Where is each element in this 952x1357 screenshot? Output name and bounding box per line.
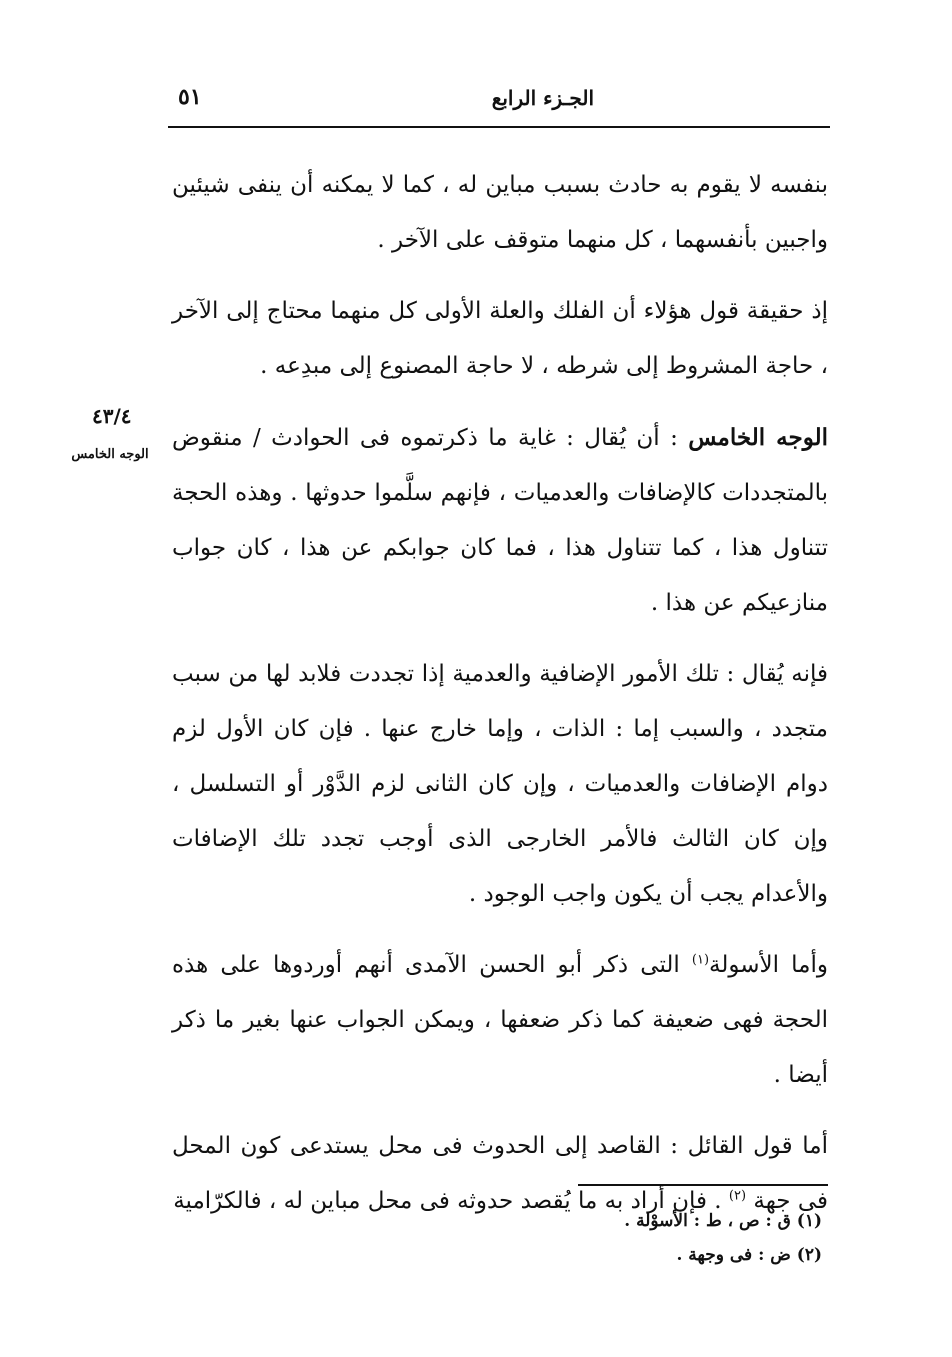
paragraph-6-start: أما قول القائل : القاصد إلى الحدوث فى محل يستدعى كون المحل فى جهة (172, 1133, 828, 1214)
paragraph-6-end: . فإن أراد به ما يُقصد حدوثه فى محل مباين له ، فالكرّامية (173, 1188, 729, 1214)
footnote-1: (١) ق : ص ، ط : الأسوْلة . (624, 1211, 822, 1231)
page-number: ٥١ (178, 84, 202, 110)
paragraph-5-start: وأما الأسولة (709, 952, 828, 978)
margin-note: الوجه الخامس (71, 447, 149, 462)
footnote-marker-1: (١) (691, 952, 710, 968)
page-header (168, 82, 830, 128)
paragraph-5-end: التى ذكر أبو الحسن الآمدى أنهم أوردوها على هذه الحجة فهى ضعيفة كما ذكر ضعفها ، ويمكن الجواب عنها بغير ما ذكر أيضا . (172, 952, 828, 1088)
footnotes (422, 1204, 822, 1272)
footnote-marker-2: (٢) (728, 1188, 747, 1204)
paragraph-2: إذ حقيقة قول هؤلاء أن الفلك والعلة الأولى كل منهما محتاج إلى الآخر ، حاجة المشروط إلى شرطه ، لا حاجة المصنوع إلى مبدِعه . (172, 298, 828, 379)
paragraph-3 (172, 410, 828, 631)
paragraph-1: بنفسه لا يقوم به حادث بسبب مباين له ، كما لا يمكنه أن ينفى شيئين واجبين بأنفسهما ، كل منهما متوقف على الآخر . (172, 172, 828, 253)
section-heading: الوجه الخامس (688, 424, 828, 451)
main-text (172, 158, 828, 1245)
paragraph-3-text: : أن يُقال : غاية ما ذكرتموه فى الحوادث / منقوض بالمتجددات كالإضافات والعدميات ، فإنهم سلَّموا حدوثها . وهذه الحجة تتناول هذا ، كما تتناول هذا ، فما كان جوابكم عن هذا ، كان جواب منازعيكم عن هذا . (172, 425, 828, 616)
margin-reference: ٤٣/٤ (92, 404, 132, 428)
paragraph-5 (172, 938, 828, 1103)
running-title: الجـزء الرابع (491, 86, 594, 110)
footnote-divider (578, 1184, 828, 1186)
footnote-2: (٢) ض : فى وجهة . (676, 1245, 822, 1265)
paragraph-4: فإنه يُقال : تلك الأمور الإضافية والعدمية إذا تجددت فلابد لها من سبب متجدد ، والسبب إما : الذات ، وإما خارج عنها . فإن كان الأول لزم دوام الإضافات والعدميات ، وإن كان الثانى لزم الدَّوْر أو التسلسل ، وإن كان الثالث فالأمر الخارجى الذى أوجب تجدد تلك الإضافات والأعدام يجب أن يكون واجب الوجود . (172, 661, 828, 907)
